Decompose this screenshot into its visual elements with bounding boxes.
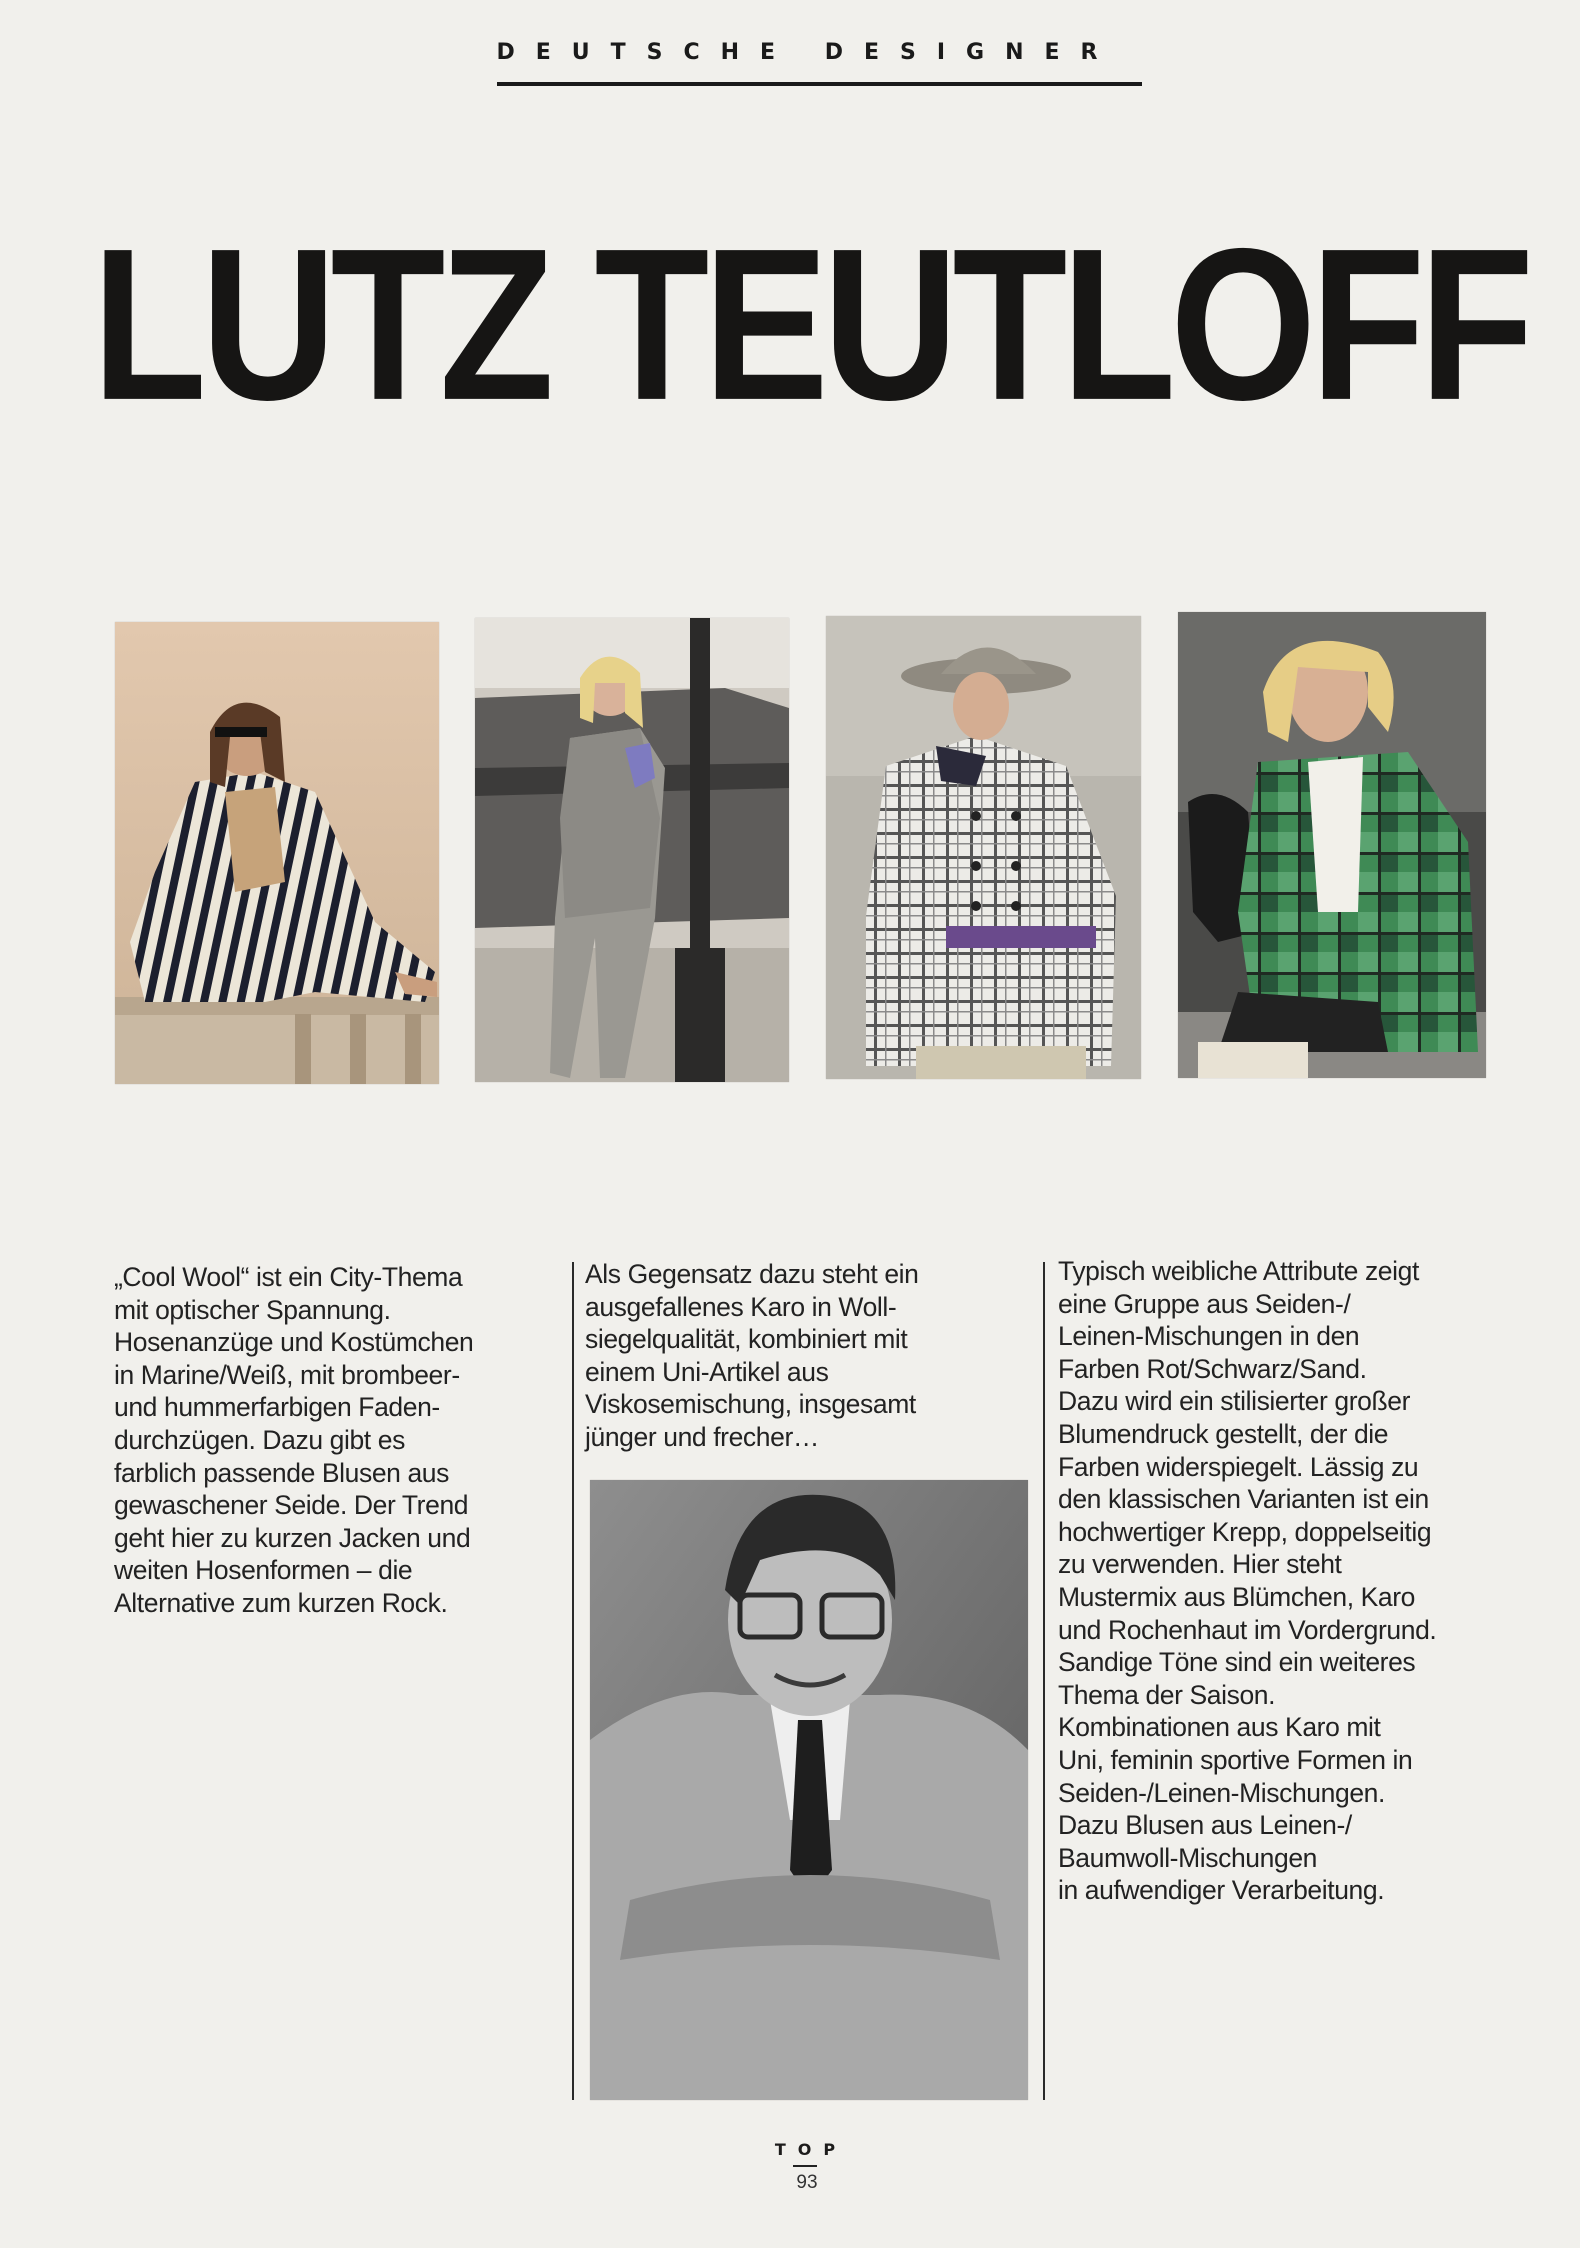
body-text-column-3: Typisch weibliche Attribute zeigt eine Gruppe aus Seiden-/ Leinen-Mischungen in den Farben Rot/Schwarz/Sand. Dazu wird ein stilisierter großer Blumendruck gestellt, der die Farben widerspiegelt. Lässig zu den klassischen Varianten ist ein hochwertiger Krepp, doppelseitig zu verwenden. Hier steht Mustermix aus Blümchen, Karo und Rochenhaut im Vordergrund. Sandige Töne sind ein weiteres Thema der Saison. Kombinationen aus Karo mit Uni, feminin sportive Formen in Seiden-/Leinen-Mischungen. Dazu Blusen aus Leinen-/ Baumwoll-Mischungen in aufwendiger Verarbeitung. bbox=[1058, 1256, 1437, 1906]
column-divider bbox=[572, 1262, 574, 2100]
designer-title: LUTZ TEUTLOFF bbox=[91, 203, 1529, 445]
body-text-column-2: Als Gegensatz dazu steht ein ausgefallenes Karo in Woll- siegelqualität, kombiniert mit einem Uni-Artikel aus Viskosemischung, insgesamt jünger und frecher… bbox=[585, 1259, 919, 1452]
header-rule bbox=[497, 82, 1142, 86]
portrait-photo-designer bbox=[590, 1480, 1028, 2100]
page-number: 93 bbox=[796, 2172, 818, 2193]
folio-rule bbox=[793, 2165, 817, 2167]
column-divider bbox=[1043, 1262, 1045, 2100]
section-header: DEUTSCHE DESIGNER bbox=[496, 40, 1119, 65]
fashion-photo-striped-suit bbox=[115, 622, 439, 1084]
fashion-photo-green-check-blazer bbox=[1178, 612, 1486, 1078]
fashion-photo-checked-jacket-hat bbox=[826, 616, 1141, 1079]
folio-brand: TOP bbox=[774, 2140, 848, 2159]
fashion-photo-grey-trouser-suit bbox=[475, 618, 789, 1082]
body-text-column-1: „Cool Wool“ ist ein City-Thema mit optischer Spannung. Hosenanzüge und Kostümchen in Marine/Weiß, mit brombeer- und hummerfarbigen Faden- durchzügen. Dazu gibt es farblich passende Blusen aus gewaschener Seide. Der Trend geht hier zu kurzen Jacken und weiten Hosenformen – die Alternative zum kurzen Rock. bbox=[114, 1262, 474, 1618]
